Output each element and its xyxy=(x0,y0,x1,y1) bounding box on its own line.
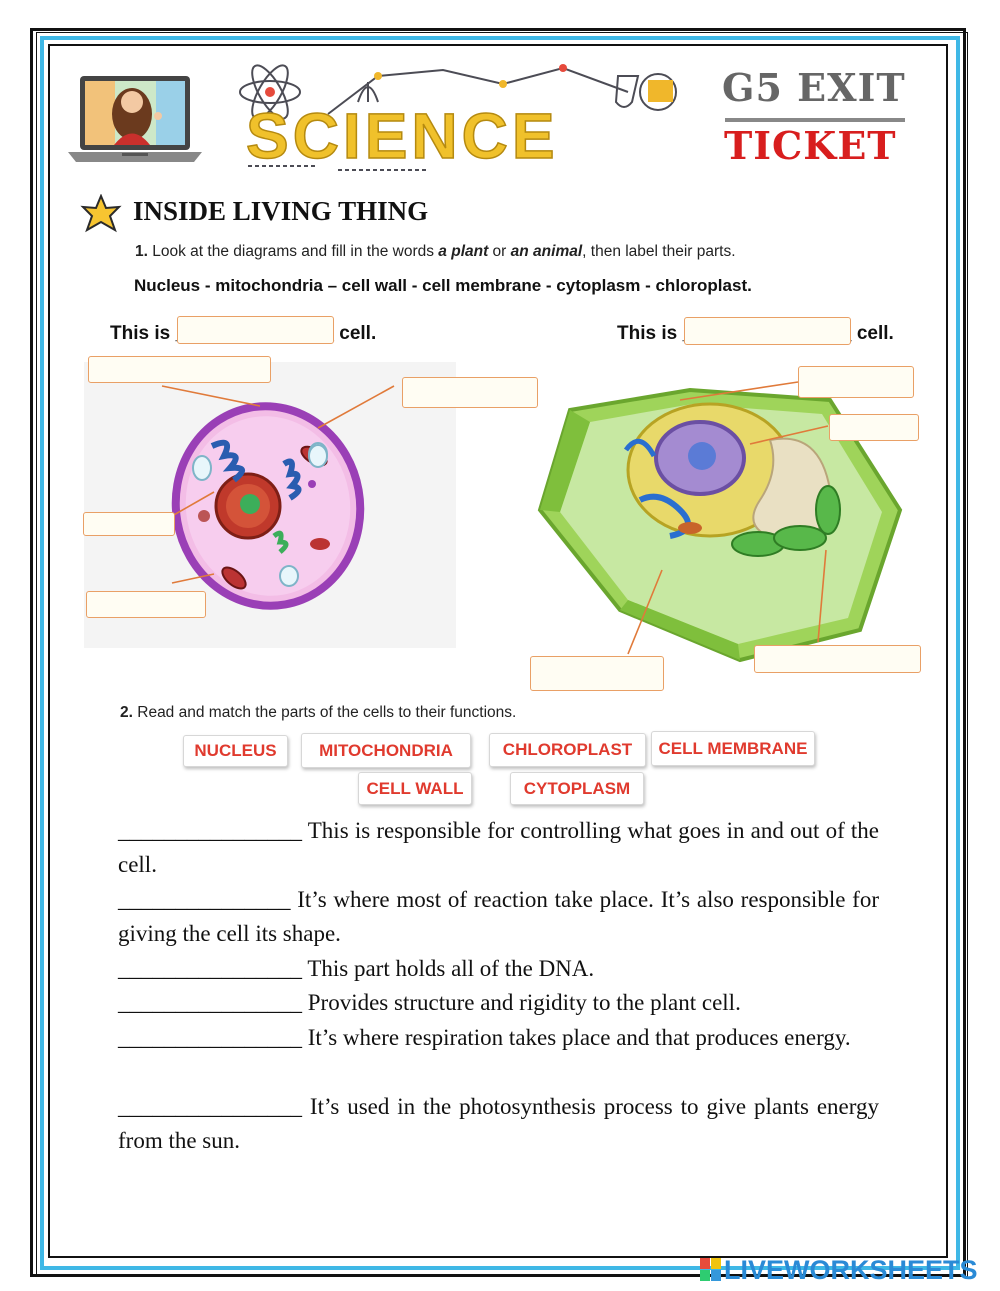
match-item-2 xyxy=(118,883,879,951)
plant-cell-diagram xyxy=(530,360,930,690)
right-cell-type-input[interactable] xyxy=(684,317,851,345)
science-banner xyxy=(228,62,718,174)
match-item-3 xyxy=(118,952,879,986)
match-text-1: This is responsible for controlling what goes in and out of the cell. xyxy=(118,818,879,877)
question-2-instruction xyxy=(120,704,516,722)
match-blank-1[interactable]: ________________ xyxy=(118,818,302,843)
match-text-4: Provides structure and rigidity to the plant cell. xyxy=(302,990,741,1015)
left-cell-word: cell. xyxy=(339,323,377,344)
match-item-1 xyxy=(118,814,879,882)
science-word: SCIENCE xyxy=(246,100,559,172)
star-icon xyxy=(80,194,122,234)
match-blank-2[interactable]: _______________ xyxy=(118,887,291,912)
chip-cytoplasm[interactable]: CYTOPLASM xyxy=(510,772,644,805)
q1-emph-animal: an animal xyxy=(510,243,583,260)
q1-emph-plant: a plant xyxy=(438,243,489,260)
animal-label-input-2[interactable] xyxy=(402,377,538,408)
ticket-label: TICKET xyxy=(724,123,897,168)
q2-text: Read and match the parts of the cells to their functions. xyxy=(137,704,517,721)
plant-label-input-3[interactable] xyxy=(530,656,664,691)
q1-number: 1. xyxy=(135,243,148,260)
liveworksheets-text: LIVEWORKSHEETS xyxy=(724,1254,978,1285)
match-text-2: It’s where most of reaction take place. It’s also responsible for giving the cell its shape. xyxy=(118,887,879,946)
right-this-is: This is xyxy=(617,323,678,344)
plant-label-input-1[interactable] xyxy=(798,366,914,398)
match-item-5 xyxy=(118,1021,879,1055)
laptop-avatar-icon xyxy=(66,64,204,168)
q1-text-mid: or xyxy=(488,243,511,260)
left-this-is: This is xyxy=(110,323,171,344)
q2-number: 2. xyxy=(120,704,133,721)
q1-text-after: , then label their parts. xyxy=(582,243,736,260)
animal-label-input-1[interactable] xyxy=(88,356,271,383)
plant-label-input-4[interactable] xyxy=(754,645,921,673)
chip-nucleus[interactable]: NUCLEUS xyxy=(183,735,288,767)
match-blank-6[interactable]: ________________ xyxy=(118,1094,302,1119)
liveworksheets-watermark xyxy=(700,1255,978,1285)
match-item-4 xyxy=(118,986,879,1020)
section-title: INSIDE LIVING THING xyxy=(133,196,429,226)
chip-chloroplast[interactable]: CHLOROPLAST xyxy=(489,733,646,767)
animal-label-input-4[interactable] xyxy=(86,591,206,618)
match-blank-4[interactable]: ________________ xyxy=(118,990,302,1015)
match-item-6 xyxy=(118,1090,879,1158)
question-1-instruction xyxy=(135,243,736,261)
title-divider xyxy=(725,118,905,122)
animal-label-input-3[interactable] xyxy=(83,512,175,536)
right-cell-word: cell. xyxy=(856,323,894,344)
plant-label-input-2[interactable] xyxy=(829,414,919,441)
chip-mitochondria[interactable]: MITOCHONDRIA xyxy=(301,733,471,768)
match-blank-3[interactable]: ________________ xyxy=(118,956,302,981)
match-blank-5[interactable]: ________________ xyxy=(118,1025,302,1050)
match-text-3: This part holds all of the DNA. xyxy=(302,956,595,981)
word-bank: Nucleus - mitochondria – cell wall - cell membrane - cytoplasm - chloroplast. xyxy=(134,276,752,295)
match-text-5: It’s where respiration takes place and that produces energy. xyxy=(302,1025,851,1050)
chip-cell-wall[interactable]: CELL WALL xyxy=(358,772,472,805)
left-cell-type-input[interactable] xyxy=(177,316,334,344)
q1-text-before: Look at the diagrams and fill in the words xyxy=(152,243,439,260)
grade-exit-label: G5 EXIT xyxy=(722,65,906,110)
chip-cell-membrane[interactable]: CELL MEMBRANE xyxy=(651,731,815,766)
exit-ticket-title xyxy=(722,66,906,110)
match-text-6: It’s used in the photosynthesis process to give plants energy from the sun. xyxy=(118,1094,879,1153)
liveworksheets-logo-icon xyxy=(700,1258,722,1282)
